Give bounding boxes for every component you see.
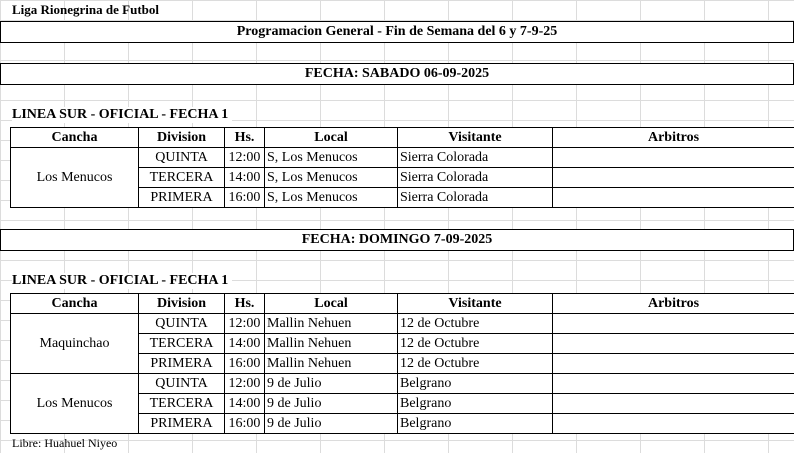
league-title: Liga Rionegrina de Futbol bbox=[12, 2, 159, 17]
arbitros-cell bbox=[553, 394, 794, 414]
division-cell: QUINTA bbox=[139, 314, 225, 334]
division-cell: TERCERA bbox=[139, 394, 225, 414]
col-header-local: Local bbox=[265, 294, 398, 314]
time-cell: 14:00 bbox=[225, 168, 265, 188]
col-header-local: Local bbox=[265, 128, 398, 148]
arbitros-cell bbox=[553, 188, 794, 208]
table-row bbox=[11, 148, 794, 168]
program-title: Programacion General - Fin de Semana del 6 y 7-9-25 bbox=[236, 24, 558, 39]
program-title-bar bbox=[0, 21, 794, 43]
cancha-cell: Maquinchao bbox=[11, 314, 139, 374]
date-label-sunday: FECHA: DOMINGO 7-09-2025 bbox=[301, 232, 493, 247]
visitante-cell: Sierra Colorada bbox=[398, 148, 553, 168]
division-cell: QUINTA bbox=[139, 374, 225, 394]
col-header-division: Division bbox=[139, 128, 225, 148]
section-title-sunday: LINEA SUR - OFICIAL - FECHA 1 bbox=[12, 273, 232, 289]
col-header-hs: Hs. bbox=[225, 128, 265, 148]
visitante-cell: 12 de Octubre bbox=[398, 354, 553, 374]
division-cell: PRIMERA bbox=[139, 414, 225, 434]
time-cell: 12:00 bbox=[225, 374, 265, 394]
local-cell: S, Los Menucos bbox=[265, 188, 398, 208]
footer-note: Libre: Huahuel Niyeo bbox=[12, 436, 118, 450]
local-cell: 9 de Julio bbox=[265, 414, 398, 434]
arbitros-cell bbox=[553, 354, 794, 374]
visitante-cell: Belgrano bbox=[398, 394, 553, 414]
col-header-hs: Hs. bbox=[225, 294, 265, 314]
section-title-saturday: LINEA SUR - OFICIAL - FECHA 1 bbox=[12, 107, 232, 123]
division-cell: PRIMERA bbox=[139, 188, 225, 208]
time-cell: 16:00 bbox=[225, 188, 265, 208]
division-cell: TERCERA bbox=[139, 168, 225, 188]
visitante-cell: Sierra Colorada bbox=[398, 168, 553, 188]
division-cell: PRIMERA bbox=[139, 354, 225, 374]
local-cell: Mallin Nehuen bbox=[265, 334, 398, 354]
arbitros-cell bbox=[553, 148, 794, 168]
local-cell: Mallin Nehuen bbox=[265, 314, 398, 334]
local-cell: 9 de Julio bbox=[265, 374, 398, 394]
date-bar-saturday bbox=[0, 63, 794, 85]
col-header-cancha: Cancha bbox=[11, 128, 139, 148]
col-header-arbitros: Arbitros bbox=[553, 294, 794, 314]
table-header-row bbox=[11, 128, 794, 148]
table-row bbox=[11, 314, 794, 334]
visitante-cell: 12 de Octubre bbox=[398, 334, 553, 354]
visitante-cell: Belgrano bbox=[398, 414, 553, 434]
division-cell: TERCERA bbox=[139, 334, 225, 354]
local-cell: S, Los Menucos bbox=[265, 168, 398, 188]
time-cell: 16:00 bbox=[225, 414, 265, 434]
arbitros-cell bbox=[553, 334, 794, 354]
col-header-arbitros: Arbitros bbox=[553, 128, 794, 148]
time-cell: 14:00 bbox=[225, 334, 265, 354]
arbitros-cell bbox=[553, 414, 794, 434]
date-bar-sunday bbox=[0, 229, 794, 251]
table-row bbox=[11, 374, 794, 394]
time-cell: 14:00 bbox=[225, 394, 265, 414]
arbitros-cell bbox=[553, 314, 794, 334]
local-cell: S, Los Menucos bbox=[265, 148, 398, 168]
time-cell: 16:00 bbox=[225, 354, 265, 374]
time-cell: 12:00 bbox=[225, 148, 265, 168]
schedule-table-sunday bbox=[10, 293, 794, 434]
table-header-row bbox=[11, 294, 794, 314]
date-label-saturday: FECHA: SABADO 06-09-2025 bbox=[304, 66, 490, 81]
cancha-cell: Los Menucos bbox=[11, 148, 139, 208]
division-cell: QUINTA bbox=[139, 148, 225, 168]
time-cell: 12:00 bbox=[225, 314, 265, 334]
col-header-division: Division bbox=[139, 294, 225, 314]
arbitros-cell bbox=[553, 168, 794, 188]
cancha-cell: Los Menucos bbox=[11, 374, 139, 434]
visitante-cell: Sierra Colorada bbox=[398, 188, 553, 208]
col-header-visitante: Visitante bbox=[398, 294, 553, 314]
col-header-cancha: Cancha bbox=[11, 294, 139, 314]
arbitros-cell bbox=[553, 374, 794, 394]
local-cell: Mallin Nehuen bbox=[265, 354, 398, 374]
visitante-cell: 12 de Octubre bbox=[398, 314, 553, 334]
col-header-visitante: Visitante bbox=[398, 128, 553, 148]
visitante-cell: Belgrano bbox=[398, 374, 553, 394]
local-cell: 9 de Julio bbox=[265, 394, 398, 414]
schedule-table-saturday bbox=[10, 127, 794, 208]
